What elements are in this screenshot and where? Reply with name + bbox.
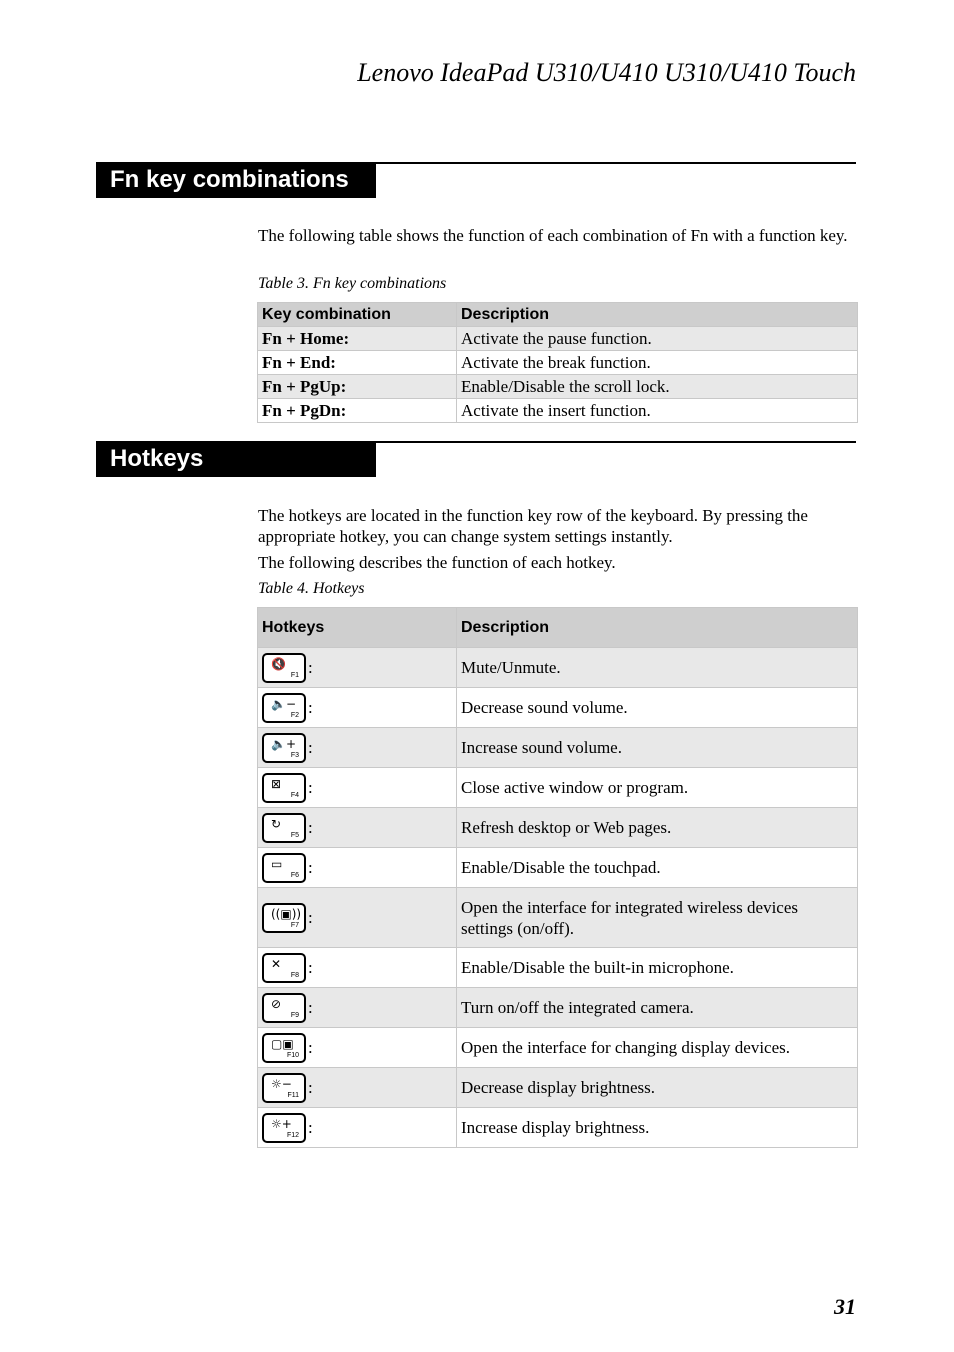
- table-header-row: [258, 303, 858, 327]
- hotkey-colon: :: [308, 698, 313, 717]
- microphone-off-icon: ✕: [271, 956, 282, 971]
- table-row: [258, 728, 858, 768]
- description-cell: Activate the insert function.: [457, 399, 858, 423]
- hotkey-keycap: [262, 1073, 306, 1103]
- function-key-label: F5: [290, 831, 299, 839]
- hotkey-keycap: [262, 953, 306, 983]
- hotkey-cell: [258, 728, 457, 768]
- description-cell: Open the interface for integrated wireless devices settings (on/off).: [457, 888, 858, 948]
- table-row: [258, 648, 858, 688]
- hotkey-wrapper: [262, 733, 452, 763]
- key-cell: Fn + PgUp:: [258, 375, 457, 399]
- key-cell: Fn + Home:: [258, 327, 457, 351]
- hotkey-cell: [258, 688, 457, 728]
- description-cell: Increase display brightness.: [457, 1108, 858, 1148]
- hotkey-wrapper: [262, 773, 452, 803]
- description-cell: Turn on/off the integrated camera.: [457, 988, 858, 1028]
- fn-table-caption: Table 3. Fn key combinations: [258, 275, 447, 292]
- description-cell: Activate the pause function.: [457, 327, 858, 351]
- table-row: [258, 808, 858, 848]
- hotkey-wrapper: [262, 993, 452, 1023]
- table-header-row: [258, 608, 858, 648]
- hotkey-wrapper: [262, 813, 452, 843]
- table-row: [258, 1028, 858, 1068]
- column-header-hotkeys: Hotkeys: [258, 608, 457, 648]
- function-key-label: F7: [290, 921, 299, 929]
- column-header-description: Description: [457, 608, 858, 648]
- description-cell: Refresh desktop or Web pages.: [457, 808, 858, 848]
- refresh-icon: ↻: [271, 816, 282, 831]
- key-cell: Fn + PgDn:: [258, 399, 457, 423]
- hotkey-colon: :: [308, 1118, 313, 1137]
- hotkey-cell: [258, 948, 457, 988]
- fn-intro-paragraph: The following table shows the function of each combination of Fn with a function key.: [258, 226, 848, 245]
- key-cell: Fn + End:: [258, 351, 457, 375]
- table-row: [258, 988, 858, 1028]
- hotkey-keycap: [262, 773, 306, 803]
- hotkey-cell: [258, 1028, 457, 1068]
- hotkey-colon: :: [308, 778, 313, 797]
- description-cell: Close active window or program.: [457, 768, 858, 808]
- hotkey-wrapper: [262, 853, 452, 883]
- hotkey-keycap: [262, 733, 306, 763]
- page-number: 31: [834, 1294, 856, 1319]
- brightness-down-icon: ☼−: [271, 1076, 292, 1091]
- description-cell: Enable/Disable the built-in microphone.: [457, 948, 858, 988]
- hotkey-keycap: [262, 903, 306, 933]
- hotkeys-intro-paragraph: The hotkeys are located in the function key row of the keyboard. By pressing the appropriate hotkey, you can change system settings instantly.: [258, 506, 808, 546]
- description-cell: Mute/Unmute.: [457, 648, 858, 688]
- column-header-key: Key combination: [258, 303, 457, 327]
- document-title: Lenovo IdeaPad U310/U410 U310/U410 Touch: [357, 58, 856, 87]
- camera-icon: ⊘: [271, 996, 282, 1011]
- hotkey-keycap: [262, 1113, 306, 1143]
- hotkey-colon: :: [308, 1038, 313, 1057]
- function-key-label: F3: [290, 751, 299, 759]
- table-row: [258, 1068, 858, 1108]
- hotkey-colon: :: [308, 998, 313, 1017]
- hotkey-keycap: [262, 813, 306, 843]
- hotkey-wrapper: [262, 1073, 452, 1103]
- function-key-label: F2: [290, 711, 299, 719]
- hotkey-cell: [258, 1108, 457, 1148]
- hotkey-cell: [258, 888, 457, 948]
- hotkey-colon: :: [308, 908, 313, 927]
- hotkey-colon: :: [308, 818, 313, 837]
- function-key-label: F12: [286, 1131, 299, 1139]
- description-cell: Decrease display brightness.: [457, 1068, 858, 1108]
- table-row: [258, 888, 858, 948]
- hotkeys-section-header: [96, 441, 856, 477]
- hotkey-wrapper: [262, 653, 452, 683]
- table-row: [258, 1108, 858, 1148]
- function-key-label: F9: [290, 1011, 299, 1019]
- hotkey-colon: :: [308, 658, 313, 677]
- function-key-label: F1: [290, 671, 299, 679]
- hotkey-keycap: [262, 693, 306, 723]
- hotkey-wrapper: [262, 1033, 452, 1063]
- description-cell: Decrease sound volume.: [457, 688, 858, 728]
- description-cell: Enable/Disable the scroll lock.: [457, 375, 858, 399]
- description-cell: Enable/Disable the touchpad.: [457, 848, 858, 888]
- hotkey-cell: [258, 848, 457, 888]
- hotkey-colon: :: [308, 958, 313, 977]
- hotkey-keycap: [262, 653, 306, 683]
- fn-section-title: Fn key combinations: [96, 162, 376, 198]
- hotkey-cell: [258, 768, 457, 808]
- volume-up-icon: 🔈+: [271, 736, 296, 751]
- table-row: [258, 848, 858, 888]
- table-row: [258, 399, 858, 423]
- fn-section-header: [96, 162, 856, 198]
- display-switch-icon: ▢▣: [271, 1036, 294, 1051]
- table-row: [258, 375, 858, 399]
- hotkey-keycap: [262, 993, 306, 1023]
- function-key-label: F4: [290, 791, 299, 799]
- hotkey-keycap: [262, 853, 306, 883]
- hotkey-cell: [258, 808, 457, 848]
- hotkeys-section-title: Hotkeys: [96, 441, 376, 477]
- volume-down-icon: 🔈−: [271, 696, 296, 711]
- table-row: [258, 948, 858, 988]
- description-cell: Increase sound volume.: [457, 728, 858, 768]
- table-row: [258, 327, 858, 351]
- table-row: [258, 351, 858, 375]
- brightness-up-icon: ☼+: [271, 1116, 292, 1131]
- hotkey-wrapper: [262, 693, 452, 723]
- function-key-label: F8: [290, 971, 299, 979]
- function-key-label: F11: [287, 1091, 299, 1099]
- hotkeys-intro-paragraph-2: The following describes the function of each hotkey.: [258, 553, 616, 572]
- description-cell: Activate the break function.: [457, 351, 858, 375]
- hotkey-wrapper: [262, 1113, 452, 1143]
- hotkeys-table-caption: Table 4. Hotkeys: [258, 580, 365, 597]
- fn-key-table: [257, 302, 858, 423]
- hotkey-wrapper: [262, 953, 452, 983]
- touchpad-icon: ▭: [271, 856, 283, 871]
- hotkey-cell: [258, 1068, 457, 1108]
- table-row: [258, 688, 858, 728]
- hotkey-colon: :: [308, 738, 313, 757]
- column-header-description: Description: [457, 303, 858, 327]
- function-key-label: F10: [286, 1051, 299, 1059]
- wireless-icon: ((▣)): [271, 906, 302, 921]
- hotkey-cell: [258, 648, 457, 688]
- hotkey-cell: [258, 988, 457, 1028]
- hotkey-wrapper: [262, 903, 452, 933]
- hotkey-colon: :: [308, 1078, 313, 1097]
- hotkeys-table: [257, 607, 858, 1148]
- close-window-icon: ⊠: [271, 776, 282, 791]
- mute-icon: 🔇: [271, 656, 286, 671]
- hotkey-colon: :: [308, 858, 313, 877]
- table-row: [258, 768, 858, 808]
- function-key-label: F6: [290, 871, 299, 879]
- hotkey-keycap: [262, 1033, 306, 1063]
- description-cell: Open the interface for changing display devices.: [457, 1028, 858, 1068]
